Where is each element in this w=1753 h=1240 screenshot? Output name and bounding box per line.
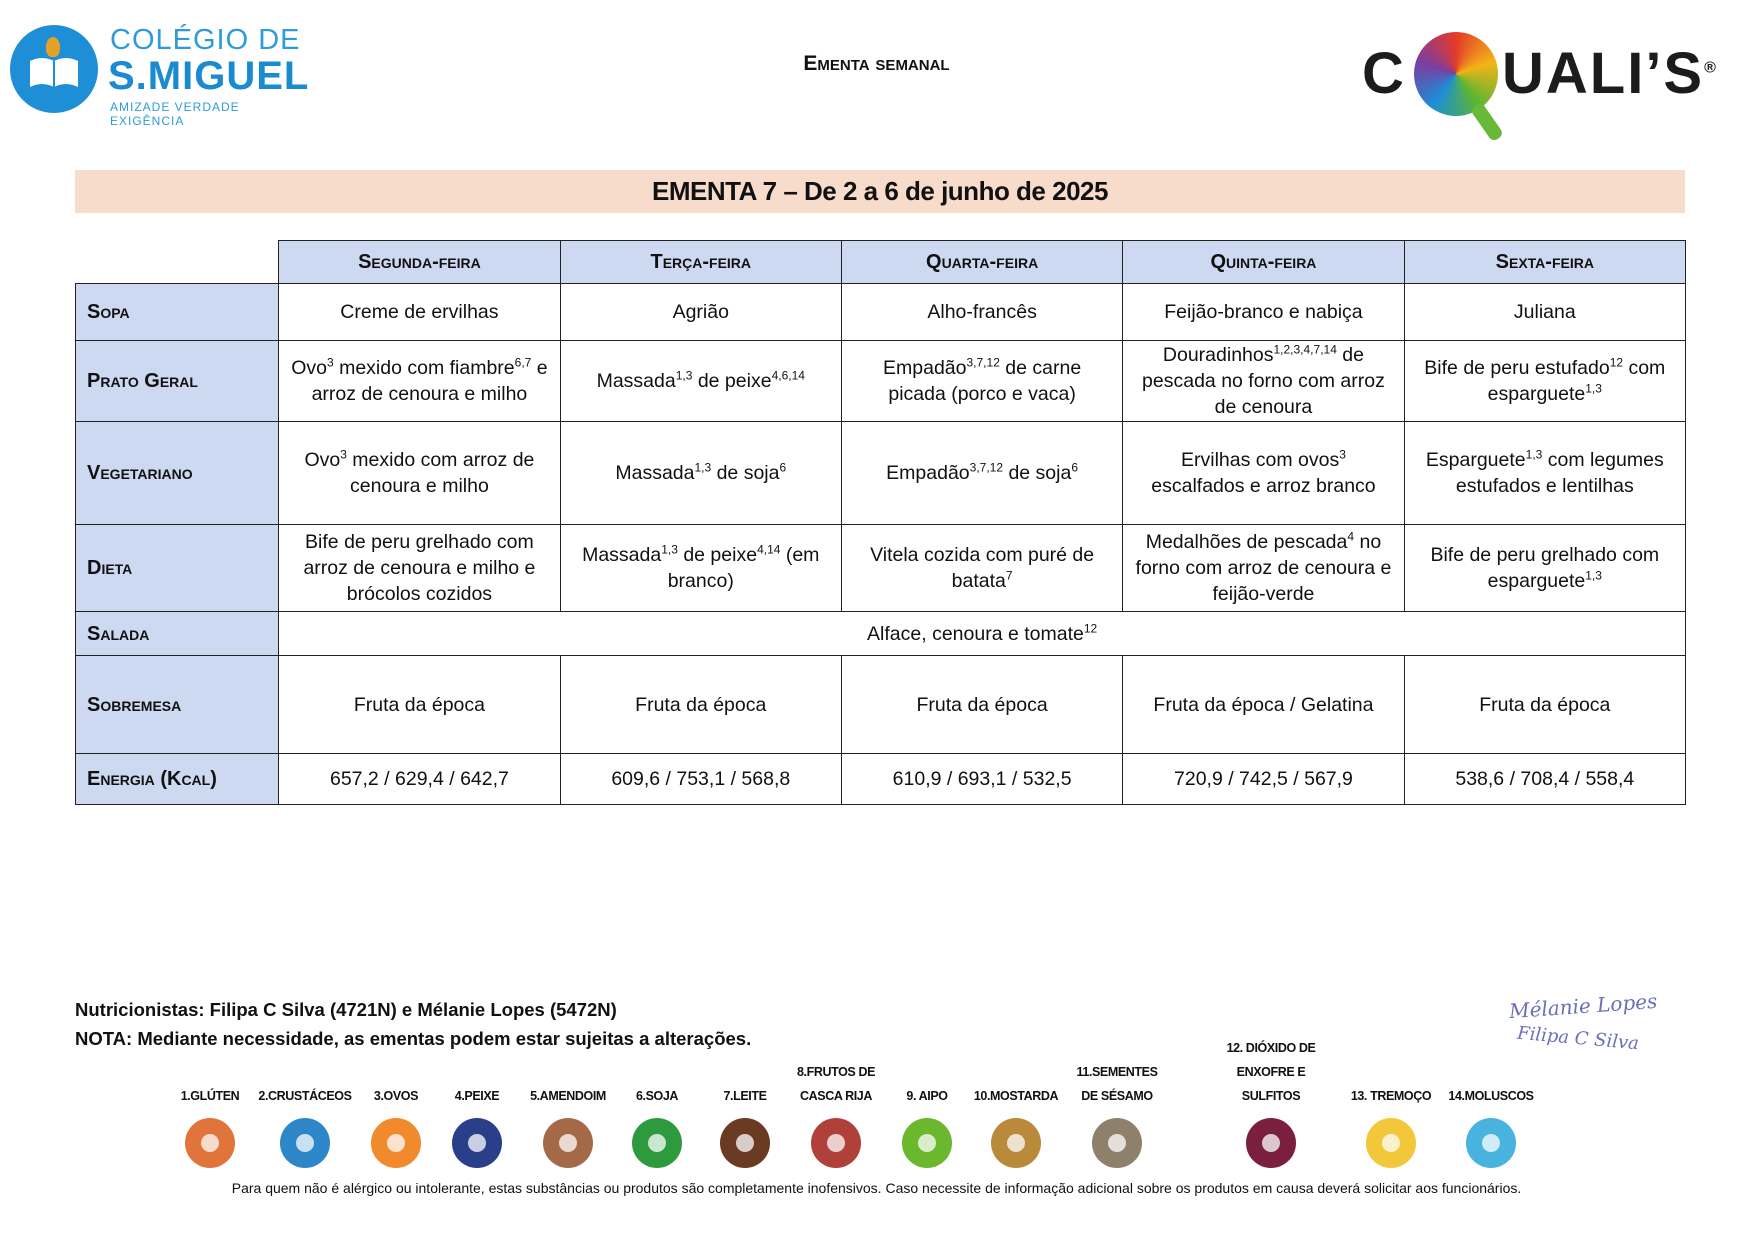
allergen-item: 1.GLÚTEN	[150, 1058, 270, 1168]
allergen-item: 4.PEIXE	[417, 1058, 537, 1168]
row-header: Sobremesa	[76, 656, 279, 754]
celery-icon	[902, 1118, 952, 1168]
day-header: Sexta-feira	[1404, 241, 1685, 284]
wheat-icon	[185, 1118, 235, 1168]
day-header: Segunda-feira	[279, 241, 560, 284]
signature-1: Mélanie Lopes	[1508, 988, 1659, 1024]
fish-icon	[452, 1118, 502, 1168]
menu-cell: Fruta da época	[279, 656, 560, 754]
menu-cell: Agrião	[560, 284, 841, 341]
walnut-icon	[811, 1118, 861, 1168]
menu-cell: Juliana	[1404, 284, 1685, 341]
row-header: Dieta	[76, 525, 279, 612]
energy-cell: 538,6 / 708,4 / 558,4	[1404, 754, 1685, 805]
table-row-energia	[76, 754, 1686, 805]
school-logo-motto: AMIZADE VERDADE EXIGÊNCIA	[110, 100, 240, 128]
allergen-item: 2.CRUSTÁCEOS	[245, 1058, 365, 1168]
school-logo-line1: COLÉGIO DE	[110, 24, 301, 56]
menu-cell: Medalhões de pescada$^4$ no forno com arroz de cenoura e feijão-verde	[1123, 525, 1404, 612]
menu-cell: Fruta da época	[841, 656, 1122, 754]
disclaimer: Para quem não é alérgico ou intolerante, estas substâncias ou produtos são completamente inofensivos. Caso necessite de informação adicional sobre os produtos em causa deverá solicitar aos funcionários.	[231, 1180, 1522, 1196]
shell-icon	[1466, 1118, 1516, 1168]
allergen-item: 9. AIPO	[867, 1058, 987, 1168]
mustard-icon	[991, 1118, 1041, 1168]
table-row-vegetariano	[76, 422, 1686, 525]
soy-icon	[632, 1118, 682, 1168]
sulphite-icon	[1246, 1118, 1296, 1168]
allergen-item: 14.MOLUSCOS	[1431, 1058, 1551, 1168]
signatures	[1505, 990, 1665, 1060]
qualis-logo-c: C	[1362, 41, 1404, 106]
table-row-prato-geral	[76, 341, 1686, 422]
allergen-item: 6.SOJA	[597, 1058, 717, 1168]
milk-jug-icon	[720, 1118, 770, 1168]
row-header: Vegetariano	[76, 422, 279, 525]
menu-cell: Fruta da época	[560, 656, 841, 754]
qualis-logo-text: UALI’S	[1502, 41, 1705, 106]
menu-cell: Massada$^{1,3}$ de peixe$^{4,14}$ (em branco)	[560, 525, 841, 612]
menu-cell: Ervilhas com ovos$^3$ escalfados e arroz branco	[1123, 422, 1404, 525]
row-header: Energia (Kcal)	[76, 754, 279, 805]
table-row-sobremesa	[76, 656, 1686, 754]
registered-mark: ®	[1704, 59, 1718, 77]
menu-cell: Bife de peru estufado$^{12}$ com esparguete$^{1,3}$	[1404, 341, 1685, 422]
school-logo-line2: S.MIGUEL	[108, 54, 310, 98]
energy-cell: 720,9 / 742,5 / 567,9	[1123, 754, 1404, 805]
allergen-legend	[150, 1041, 1600, 1168]
menu-cell: Ovo$^3$ mexido com arroz de cenoura e milho	[279, 422, 560, 525]
menu-cell: Ovo$^3$ mexido com fiambre$^{6,7}$ e arroz de cenoura e milho	[279, 341, 560, 422]
eggs-icon	[371, 1118, 421, 1168]
allergen-item: 12. DIÓXIDO DE ENXOFRE E SULFITOS	[1201, 1058, 1341, 1168]
lupin-icon	[1366, 1118, 1416, 1168]
table-row-salada	[76, 612, 1686, 656]
energy-cell: 657,2 / 629,4 / 642,7	[279, 754, 560, 805]
nutritionists-line: Nutricionistas: Filipa C Silva (4721N) e Mélanie Lopes (5472N)	[75, 999, 617, 1020]
menu-cell: Massada$^{1,3}$ de soja$^6$	[560, 422, 841, 525]
day-header: Quarta-feira	[841, 241, 1122, 284]
row-header: Prato Geral	[76, 341, 279, 422]
peanut-icon	[543, 1118, 593, 1168]
allergen-item: 3.OVOS	[336, 1058, 456, 1168]
days-header-row	[76, 241, 1686, 284]
menu-cell: Fruta da época	[1404, 656, 1685, 754]
menu-cell: Bife de peru grelhado com esparguete$^{1,3}$	[1404, 525, 1685, 612]
menu-banner: EMENTA 7 – De 2 a 6 de junho de 2025	[75, 170, 1685, 213]
sesame-icon	[1092, 1118, 1142, 1168]
menu-cell: Douradinhos$^{1,2,3,4,7,14}$ de pescada no forno com arroz de cenoura	[1123, 341, 1404, 422]
menu-cell: Vitela cozida com puré de batata$^7$	[841, 525, 1122, 612]
day-header: Terça-feira	[560, 241, 841, 284]
menu-cell: Creme de ervilhas	[279, 284, 560, 341]
weekly-menu-table	[75, 240, 1686, 805]
table-row-sopa	[76, 284, 1686, 341]
row-header: Salada	[76, 612, 279, 656]
magnifier-icon	[1414, 32, 1498, 116]
allergen-item: 7.LEITE	[685, 1058, 805, 1168]
note-line: NOTA: Mediante necessidade, as ementas podem estar sujeitas a alterações.	[75, 1028, 752, 1049]
row-header: Sopa	[76, 284, 279, 341]
table-row-dieta	[76, 525, 1686, 612]
menu-cell: Empadão$^{3,7,12}$ de soja$^6$	[841, 422, 1122, 525]
menu-cell: Bife de peru grelhado com arroz de cenoura e milho e brócolos cozidos	[279, 525, 560, 612]
energy-cell: 610,9 / 693,1 / 532,5	[841, 754, 1122, 805]
footer-notes	[75, 995, 751, 1053]
menu-cell-merged: Alface, cenoura e tomate$^{12}$	[279, 612, 1686, 656]
allergen-item: 5.AMENDOIM	[508, 1058, 628, 1168]
menu-cell: Esparguete$^{1,3}$ com legumes estufados e lentilhas	[1404, 422, 1685, 525]
menu-cell: Feijão-branco e nabiça	[1123, 284, 1404, 341]
crab-icon	[280, 1118, 330, 1168]
energy-cell: 609,6 / 753,1 / 568,8	[560, 754, 841, 805]
menu-cell: Empadão$^{3,7,12}$ de carne picada (porco e vaca)	[841, 341, 1122, 422]
allergen-item: 8.FRUTOS DE CASCA RIJA	[776, 1058, 896, 1168]
signature-2: Filipa C Silva	[1516, 1022, 1640, 1055]
allergen-item: 13. TREMOÇO	[1331, 1058, 1451, 1168]
menu-cell: Fruta da época / Gelatina	[1123, 656, 1404, 754]
qualis-logo	[1350, 22, 1718, 142]
day-header: Quinta-feira	[1123, 241, 1404, 284]
menu-cell: Massada$^{1,3}$ de peixe$^{4,6,14}$	[560, 341, 841, 422]
document-title: Ementa semanal	[803, 52, 950, 75]
allergen-item: 11.SEMENTES DE SÉSAMO	[1057, 1058, 1177, 1168]
allergen-item: 10.MOSTARDA	[956, 1058, 1076, 1168]
menu-cell: Alho-francês	[841, 284, 1122, 341]
